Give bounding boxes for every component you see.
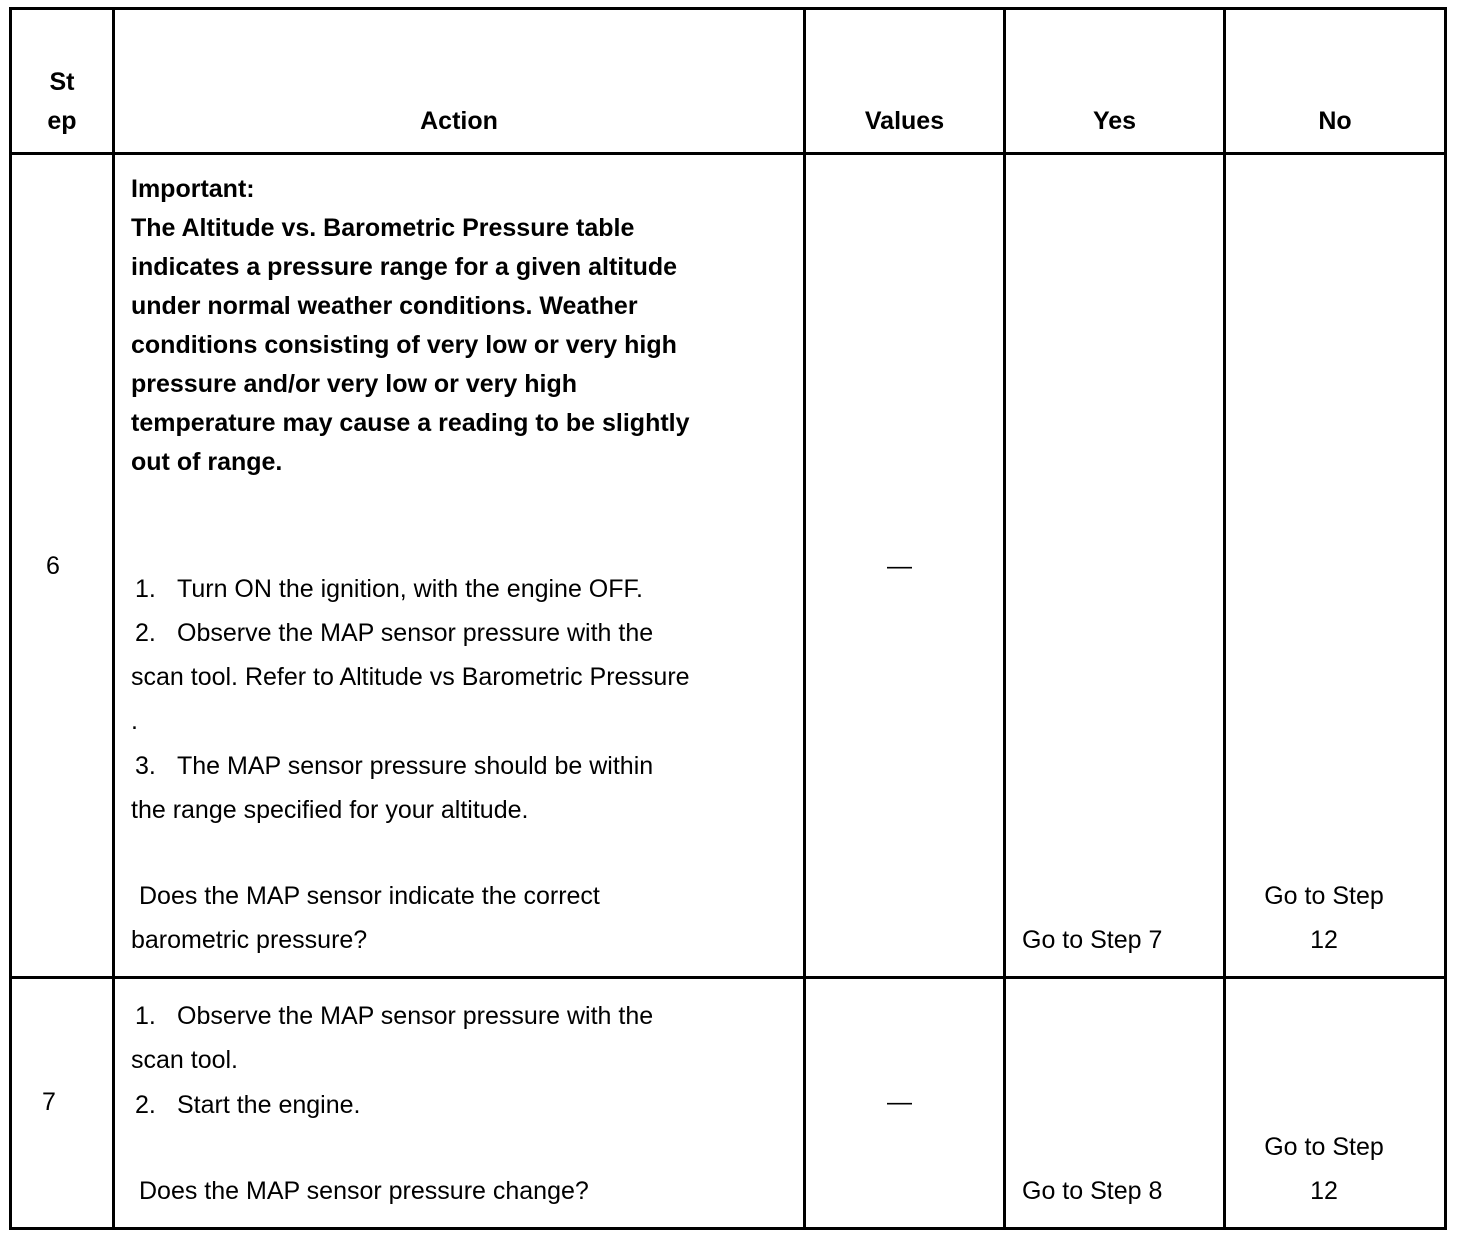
column-divider-yes bbox=[1223, 7, 1226, 1230]
column-divider-step bbox=[112, 7, 115, 1230]
header-divider bbox=[9, 152, 1447, 155]
table-border-top bbox=[9, 7, 1447, 10]
list-item bbox=[131, 1083, 360, 1127]
list-number: 1. bbox=[135, 1002, 156, 1030]
list-text-continued: scan tool. Refer to Altitude vs Barometric Pressure bbox=[131, 663, 690, 691]
list-number: 1. bbox=[135, 575, 156, 603]
list-item bbox=[131, 744, 653, 788]
no-cell-line1: Go to Step bbox=[1264, 1133, 1384, 1161]
header-step-line2: ep bbox=[47, 107, 77, 135]
yes-cell: Go to Step 7 bbox=[1022, 926, 1163, 954]
list-item bbox=[131, 567, 643, 611]
table-border-bottom bbox=[9, 1227, 1447, 1230]
important-line: under normal weather conditions. Weather bbox=[131, 292, 638, 320]
values-cell: — bbox=[887, 1088, 912, 1116]
header-step bbox=[12, 63, 112, 141]
important-line: temperature may cause a reading to be slightly bbox=[131, 409, 690, 437]
list-text-continued: scan tool. bbox=[131, 1046, 239, 1074]
values-cell: — bbox=[887, 552, 912, 580]
header-step-line1: St bbox=[49, 68, 75, 96]
header-action: Action bbox=[420, 107, 498, 135]
question-text: Does the MAP sensor pressure change? bbox=[139, 1177, 589, 1205]
important-line: out of range. bbox=[131, 448, 283, 476]
step-number: 6 bbox=[46, 552, 60, 580]
list-text-continued: the range specified for your altitude. bbox=[131, 796, 529, 824]
list-text-continued: . bbox=[131, 707, 138, 735]
row-divider bbox=[9, 976, 1447, 979]
list-item bbox=[131, 611, 653, 655]
step-number: 7 bbox=[42, 1088, 56, 1116]
question-text: barometric pressure? bbox=[131, 926, 368, 954]
important-line: indicates a pressure range for a given altitude bbox=[131, 253, 678, 281]
important-title: Important: bbox=[131, 175, 255, 203]
important-line: pressure and/or very low or very high bbox=[131, 370, 577, 398]
question-text: Does the MAP sensor indicate the correct bbox=[139, 882, 600, 910]
list-text: The MAP sensor pressure should be within bbox=[177, 752, 654, 780]
yes-cell: Go to Step 8 bbox=[1022, 1177, 1163, 1205]
list-text: Start the engine. bbox=[177, 1091, 361, 1119]
list-text: Observe the MAP sensor pressure with the bbox=[177, 619, 654, 647]
important-line: conditions consisting of very low or very high bbox=[131, 331, 677, 359]
header-values: Values bbox=[864, 107, 945, 135]
list-number: 2. bbox=[135, 619, 156, 647]
header-yes: Yes bbox=[1092, 107, 1137, 135]
list-text: Turn ON the ignition, with the engine OFF. bbox=[177, 575, 643, 603]
no-cell-line2: 12 bbox=[1310, 926, 1338, 954]
important-line: The Altitude vs. Barometric Pressure table bbox=[131, 214, 635, 242]
important-note bbox=[131, 170, 791, 482]
list-item bbox=[131, 994, 653, 1038]
table-border-right bbox=[1444, 7, 1447, 1230]
list-number: 3. bbox=[135, 752, 156, 780]
column-divider-values bbox=[1003, 7, 1006, 1230]
no-cell-line1: Go to Step bbox=[1264, 882, 1384, 910]
table-border-left bbox=[9, 7, 12, 1230]
list-number: 2. bbox=[135, 1091, 156, 1119]
no-cell-line2: 12 bbox=[1310, 1177, 1338, 1205]
header-no: No bbox=[1318, 107, 1352, 135]
list-text: Observe the MAP sensor pressure with the bbox=[177, 1002, 654, 1030]
column-divider-action bbox=[803, 7, 806, 1230]
